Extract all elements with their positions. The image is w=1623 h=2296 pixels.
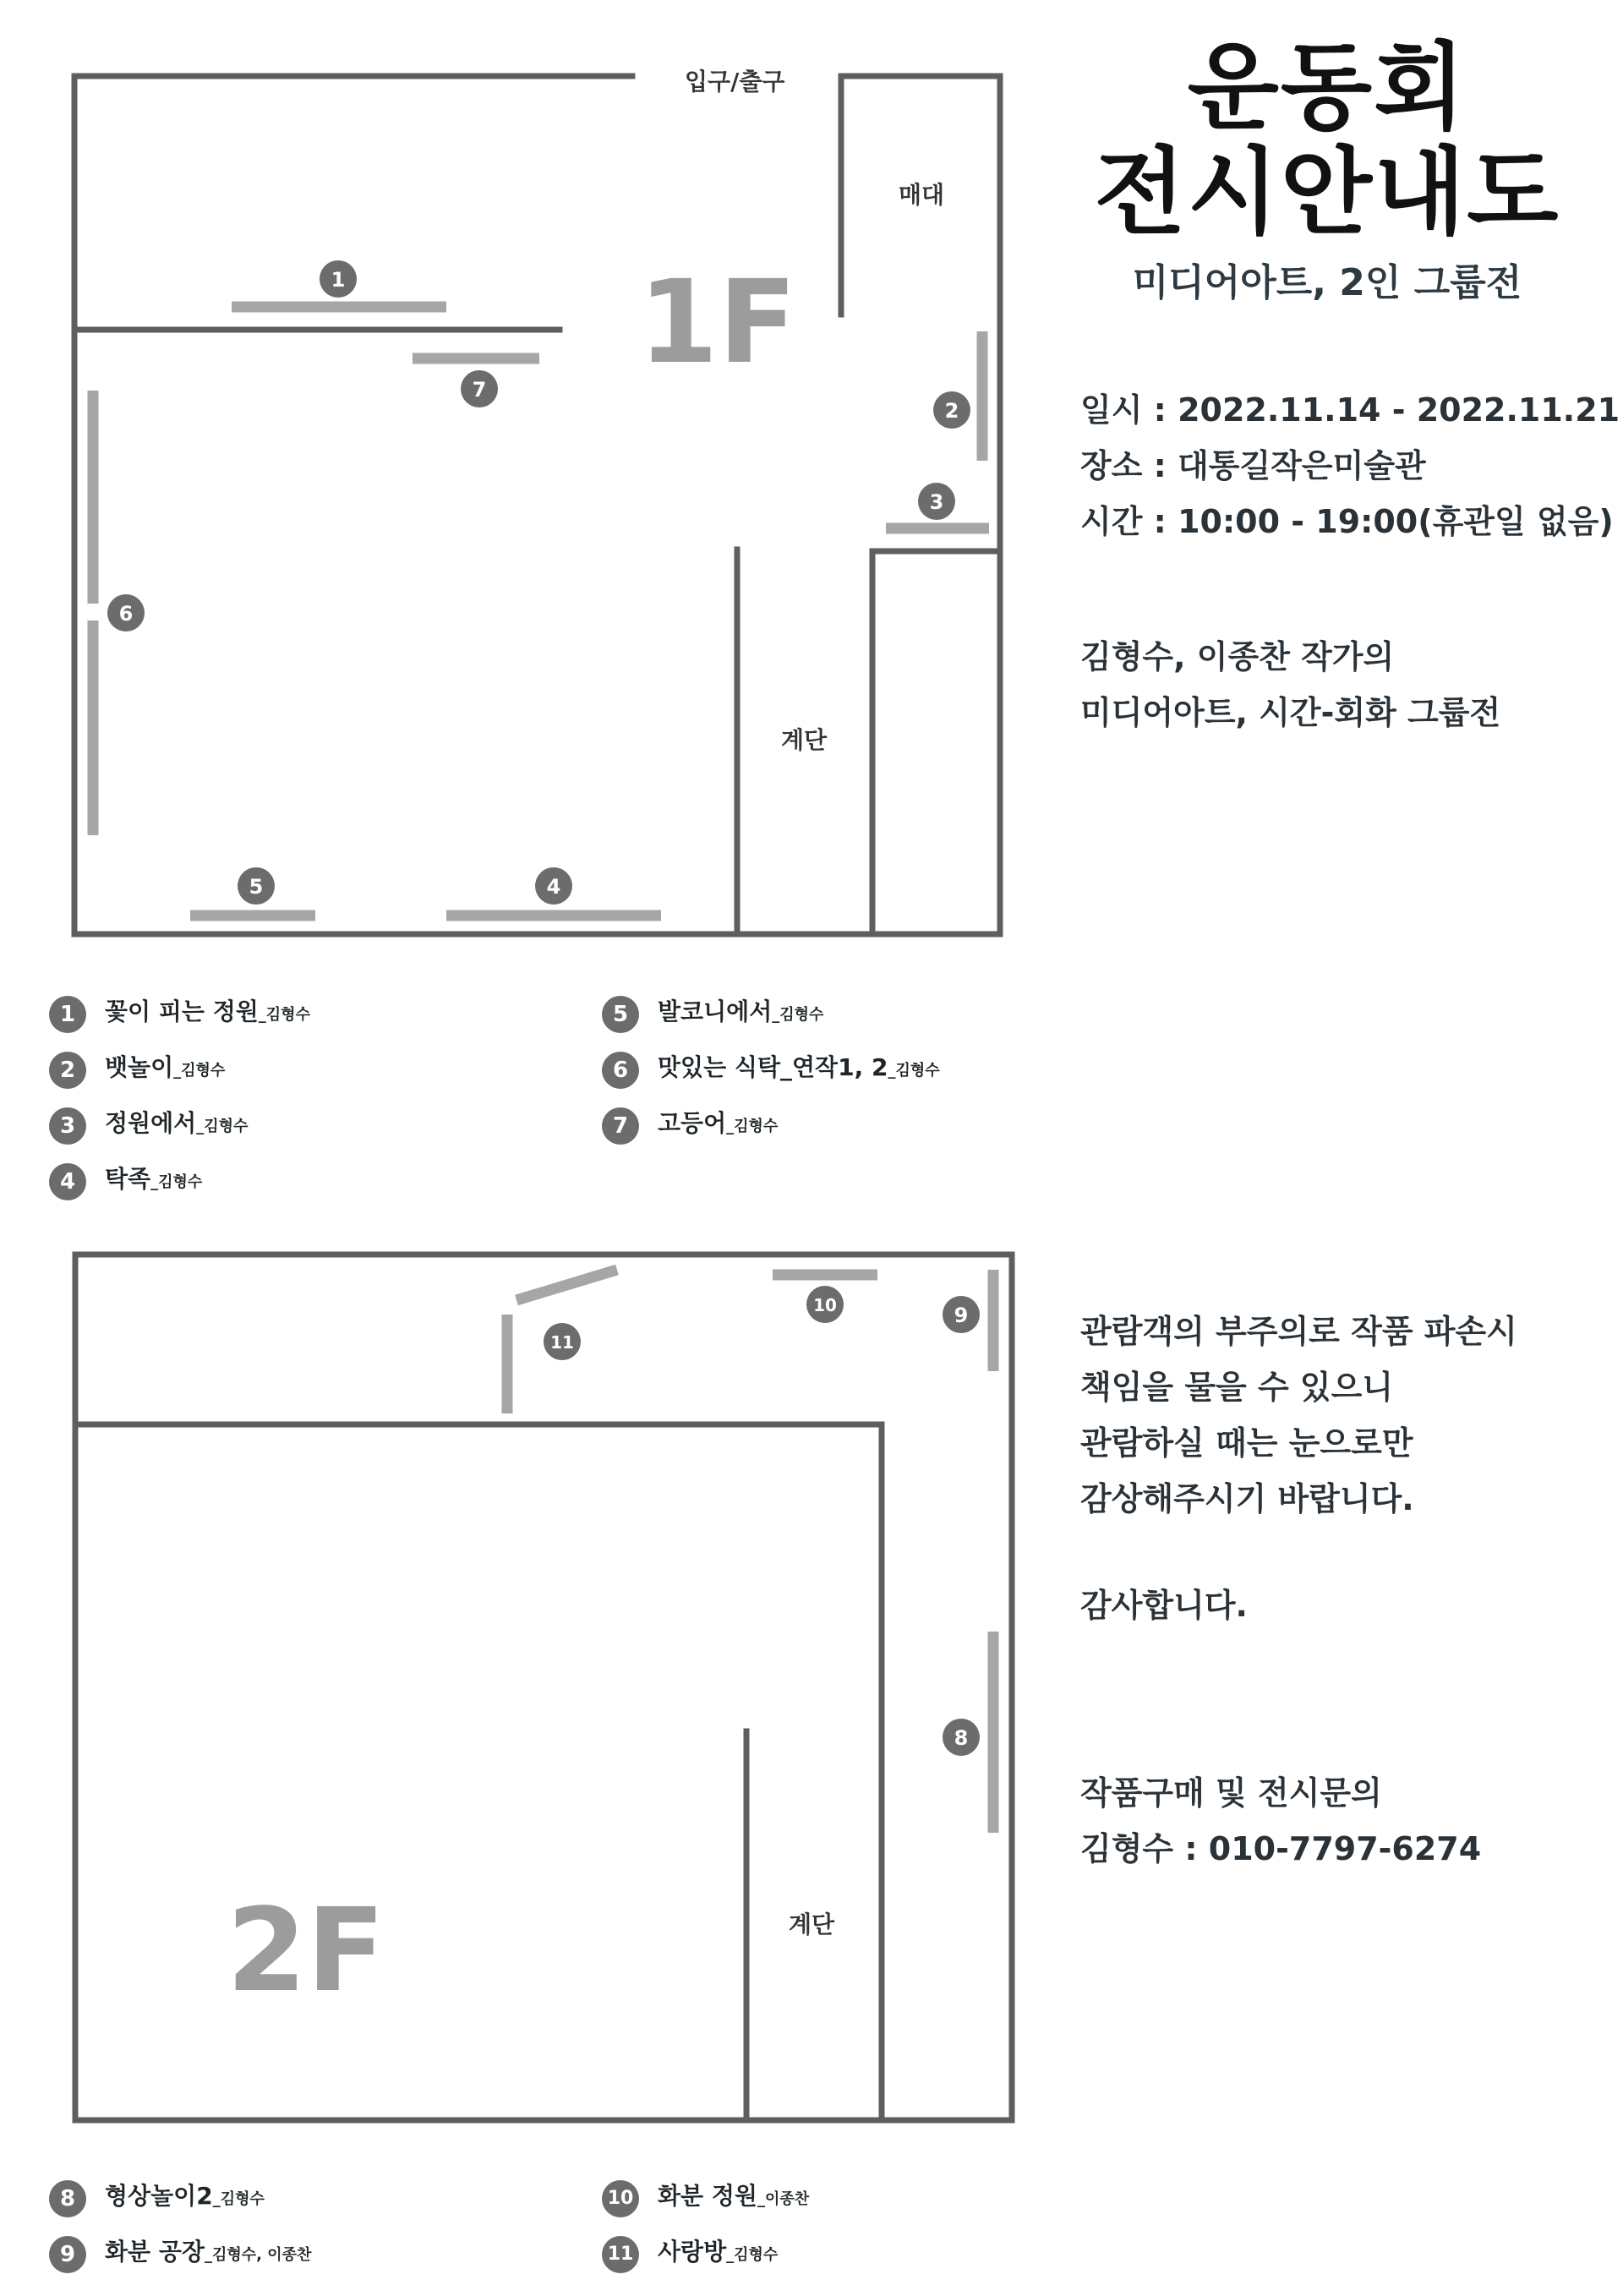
title-line-1: 운동회 (1187, 33, 1467, 143)
entrance-label: 입구/출구 (685, 68, 785, 96)
event-info (1080, 382, 1620, 549)
marker-2 (933, 391, 970, 429)
floor1-outer-wall-top-left (74, 76, 1000, 934)
marker-3 (918, 483, 955, 520)
legend-item (49, 2233, 311, 2276)
legend-number: 11 (602, 2236, 639, 2273)
legend-item (602, 1105, 778, 1147)
title-line-2: 전시안내도 (1094, 138, 1560, 248)
legend-number: 4 (49, 1163, 86, 1200)
legend-number: 5 (602, 996, 639, 1033)
legend-number: 3 (49, 1107, 86, 1145)
legend-number: 6 (602, 1052, 639, 1089)
marker-7 (461, 370, 498, 407)
marker-4 (535, 867, 572, 905)
artwork-title: 꽃이 피는 정원 (105, 998, 259, 1025)
artist-name: _김형수 (196, 1118, 249, 1135)
marker-5 (238, 867, 275, 905)
legend-item (49, 2178, 265, 2220)
svg-text:10: 10 (813, 1295, 837, 1315)
svg-text:8: 8 (954, 1726, 969, 1750)
legend-number: 10 (602, 2180, 639, 2217)
artwork-title: 사랑방 (658, 2238, 727, 2266)
artist-name: _김형수 (726, 2246, 779, 2264)
notice-line-2: 책임을 물을 수 있으니 (1080, 1369, 1394, 1406)
legend-item (49, 1049, 225, 1091)
artist-name: _김형수 (888, 1062, 940, 1080)
marker-9 (943, 1296, 980, 1333)
artist-name: _김형수, 이종찬 (204, 2246, 312, 2264)
legend-item (49, 1161, 202, 1203)
subtitle: 미디어아트, 2인 그룹전 (1132, 261, 1522, 304)
title-block (1057, 33, 1598, 306)
svg-text:7: 7 (472, 378, 487, 402)
svg-text:11: 11 (550, 1332, 574, 1353)
floor1-stairs-wall-right (872, 551, 1000, 934)
artwork-title: 맛있는 식탁_연작1, 2 (658, 1053, 888, 1081)
artwork-title: 화분 공장 (105, 2238, 205, 2266)
legend-number: 1 (49, 996, 86, 1033)
artwork-title: 뱃놀이 (105, 1053, 174, 1081)
artist-name: _김형수 (173, 1062, 226, 1080)
description-line-2: 미디어아트, 시간-회화 그룹전 (1080, 694, 1501, 731)
floor2-outer-wall (75, 1255, 1012, 2120)
notice-line-1: 관람객의 부주의로 작품 파손시 (1080, 1313, 1517, 1350)
artwork-title: 형상놀이2 (105, 2182, 213, 2210)
shop-label: 매대 (899, 181, 945, 209)
notice-line-3: 관람하실 때는 눈으로만 (1080, 1424, 1413, 1462)
svg-text:4: 4 (546, 875, 561, 899)
floor2-walls (75, 1255, 1012, 2120)
contact-phone: 김형수 : 010-7797-6274 (1080, 1830, 1482, 1867)
artwork-title: 탁족 (105, 1165, 151, 1193)
artist-name: _이종찬 (757, 2190, 810, 2208)
contact-info (1080, 1765, 1481, 1877)
marker-1 (320, 260, 357, 298)
legend-number: 9 (49, 2236, 86, 2273)
artwork-title: 화분 정원 (658, 2182, 757, 2210)
artist-name: _김형수 (212, 2190, 265, 2208)
floor1-walls (74, 76, 1000, 934)
event-place: 장소 : 대통길작은미술관 (1080, 447, 1426, 484)
event-date: 일시 : 2022.11.14 - 2022.11.21 (1080, 391, 1620, 429)
description-line-1: 김형수, 이종찬 작가의 (1080, 638, 1395, 675)
marker-10 (806, 1286, 844, 1323)
artwork-11-wall-a (516, 1270, 617, 1300)
svg-text:3: 3 (929, 490, 944, 514)
legend-item (602, 1049, 940, 1091)
floor2-inner-wall (75, 1424, 882, 2120)
exhibition-description (1080, 629, 1500, 741)
marker-11 (544, 1323, 581, 1360)
legend-number: 7 (602, 1107, 639, 1145)
marker-6 (107, 594, 145, 631)
legend-item (602, 2233, 778, 2276)
floor1-artworks (93, 307, 989, 916)
floor2-artworks (507, 1270, 993, 1833)
legend-item (49, 1105, 248, 1147)
marker-8 (943, 1719, 980, 1756)
artist-name: _김형수 (258, 1006, 310, 1024)
artwork-title: 발코니에서 (658, 998, 773, 1025)
svg-text:6: 6 (118, 602, 134, 626)
svg-text:2: 2 (944, 399, 959, 423)
artist-name: _김형수 (150, 1173, 203, 1191)
legend-item (602, 2178, 809, 2220)
artwork-title: 고등어 (658, 1109, 727, 1137)
contact-heading: 작품구매 및 전시문의 (1080, 1774, 1382, 1812)
visitor-notice (1080, 1304, 1517, 1527)
notice-line-4: 감상해주시기 바랍니다. (1080, 1480, 1414, 1517)
svg-text:9: 9 (954, 1304, 969, 1327)
legend-number: 8 (49, 2180, 86, 2217)
floor2-stairs-label: 계단 (789, 1911, 835, 1938)
event-time: 시간 : 10:00 - 19:00(휴관일 없음) (1080, 503, 1614, 540)
floor2-label: 2F (227, 1884, 385, 2018)
legend-item (602, 993, 823, 1036)
legend-number: 2 (49, 1052, 86, 1089)
artwork-title: 정원에서 (105, 1109, 197, 1137)
svg-text:5: 5 (249, 875, 264, 899)
svg-text:1: 1 (331, 268, 346, 292)
artist-name: _김형수 (772, 1006, 824, 1024)
thanks-text: 감사합니다. (1080, 1587, 1248, 1624)
legend-item (49, 993, 310, 1036)
floor1-label: 1F (638, 256, 797, 390)
floor1-stairs-label: 계단 (781, 726, 828, 754)
floor2-markers (544, 1286, 980, 1756)
artist-name: _김형수 (726, 1118, 779, 1135)
